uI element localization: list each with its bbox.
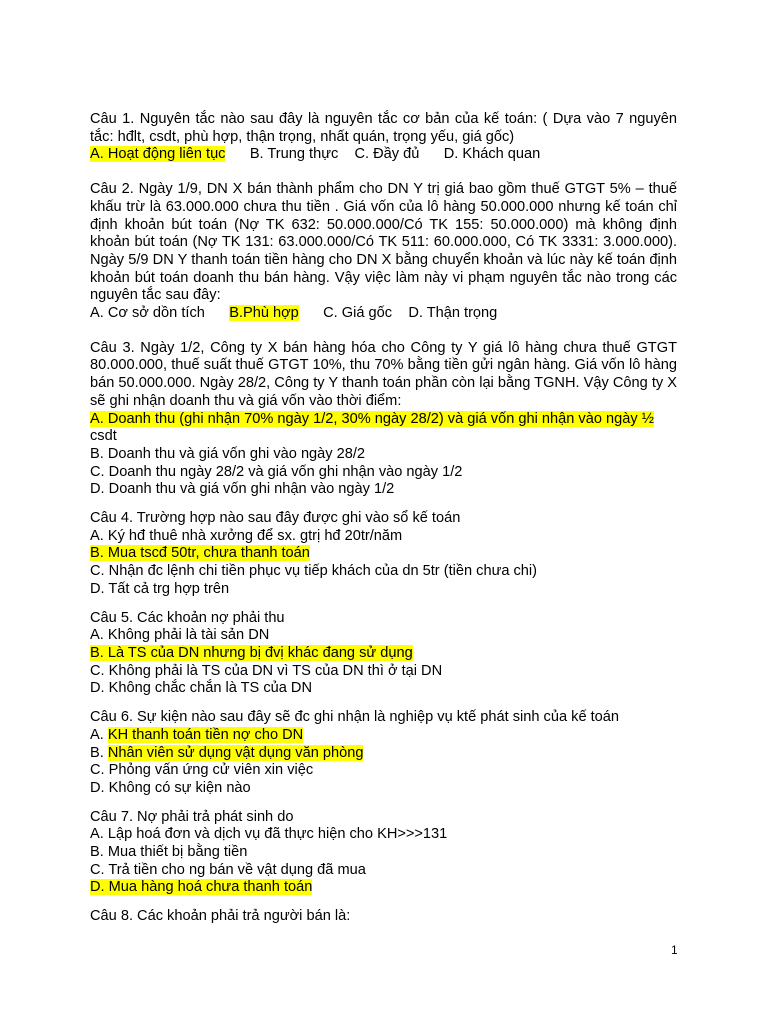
question-4-option-c: C. Nhận đc lệnh chi tiền phục vụ tiếp khách của dn 5tr (tiền chưa chi) bbox=[90, 563, 538, 580]
question-6-option-a-line bbox=[90, 727, 677, 745]
question-6-text: Câu 6. Sự kiện nào sau đây sẽ đc ghi nhận là nghiệp vụ ktế phát sinh của kế toán bbox=[90, 709, 620, 726]
question-6-option-d: D. Không có sự kiện nào bbox=[90, 779, 251, 796]
question-6-option-b-line bbox=[90, 745, 677, 763]
question-5-option-c: C. Không phải là TS của DN vì TS của DN thì ở tại DN bbox=[90, 662, 443, 679]
question-3-option-a: A. Doanh thu (ghi nhận 70% ngày 1/2, 30% ngày 28/2) và giá vốn ghi nhận vào ngày ½ bbox=[90, 410, 654, 427]
question-4-option-b: B. Mua tscđ 50tr, chưa thanh toán bbox=[90, 545, 310, 562]
question-6-option-a: KH thanh toán tiền nợ cho DN bbox=[107, 726, 304, 743]
question-4-option-d: D. Tất cả trg hợp trên bbox=[90, 580, 230, 597]
question-1-option-d: D. Khách quan bbox=[443, 146, 541, 163]
question-4-option-a: A. Ký hđ thuê nhà xưởng để sx. gtrị hđ 20tr/năm bbox=[90, 527, 403, 544]
question-6-option-a-prefix: A. bbox=[90, 726, 108, 743]
question-3-option-d: D. Doanh thu và giá vốn ghi nhận vào ngày 1/2 bbox=[90, 481, 395, 498]
question-8 bbox=[90, 908, 677, 926]
question-2-option-b: B.Phù hợp bbox=[229, 305, 299, 322]
question-3 bbox=[90, 340, 677, 499]
question-7-option-b: B. Mua thiết bị bằng tiền bbox=[90, 844, 248, 861]
question-6-option-b: Nhân viên sử dụng vật dụng văn phòng bbox=[107, 744, 364, 761]
question-6-option-b-prefix: B. bbox=[90, 744, 108, 761]
question-1 bbox=[90, 111, 677, 164]
question-4-text: Câu 4. Trường hợp nào sau đây được ghi vào sổ kế toán bbox=[90, 510, 461, 527]
question-7-text: Câu 7. Nợ phải trả phát sinh do bbox=[90, 808, 294, 825]
question-7-option-c: C. Trả tiền cho ng bán về vật dụng đã mua bbox=[90, 861, 366, 878]
question-7-option-a: A. Lập hoá đơn và dịch vụ đã thực hiện cho KH>>>131 bbox=[90, 826, 448, 843]
question-3-option-a-continued: csdt bbox=[90, 428, 117, 445]
question-3-option-c: C. Doanh thu ngày 28/2 và giá vốn ghi nhận vào ngày 1/2 bbox=[90, 463, 463, 480]
page-number: 1 bbox=[671, 943, 678, 957]
question-6 bbox=[90, 709, 677, 798]
question-7 bbox=[90, 809, 677, 898]
question-8-text: Câu 8. Các khoản phải trả người bán là: bbox=[90, 908, 351, 925]
question-3-option-b: B. Doanh thu và giá vốn ghi vào ngày 28/2 bbox=[90, 445, 366, 462]
question-3-text: Câu 3. Ngày 1/2, Công ty X bán hàng hóa cho Công ty Y giá lô hàng chưa thuế GTGT 80.000.000, thuế suất thuế GTGT 10%, thu 70% bằng tiền gửi ngân hàng. Giá vốn lô hàng bán 50.000.000. Ngày 28/2, Công ty Y thanh toán phần còn lại bằng TGNH. Vậy Công ty X sẽ ghi nhận doanh thu và giá vốn vào thời điểm: bbox=[90, 339, 677, 409]
question-6-option-c: C. Phỏng vấn ứng cử viên xin việc bbox=[90, 762, 314, 779]
question-2-option-a: A. Cơ sở dồn tích bbox=[90, 305, 205, 322]
question-5-text: Câu 5. Các khoản nợ phải thu bbox=[90, 609, 285, 626]
question-1-option-b: B. Trung thực bbox=[249, 146, 339, 163]
question-2-options bbox=[90, 305, 677, 323]
question-1-text: Câu 1. Nguyên tắc nào sau đây là nguyên tắc cơ bản của kế toán: ( Dựa vào 7 nguyên tắc: hđlt, csdt, phù hợp, thận trọng, nhất quán, trọng yếu, giá gốc) bbox=[90, 111, 677, 145]
document-body bbox=[90, 111, 677, 926]
question-2-option-d: D. Thận trọng bbox=[408, 305, 498, 322]
question-1-options bbox=[90, 146, 677, 164]
question-2-text: Câu 2. Ngày 1/9, DN X bán thành phẩm cho DN Y trị giá bao gồm thuế GTGT 5% – thuế khấu trừ là 63.000.000 chưa thu tiền . Giá vốn của lô hàng 50.000.000 nhưng kế toán chỉ định khoản bút toán (Nợ TK 632: 50.000.000/Có TK 155: 50.000.000) mà không định khoản bút toán (Nợ TK 131: 63.000.000/Có TK 511: 60.000.000, Có TK 3331: 3.000.000). Ngày 5/9 DN Y thanh toán tiền hàng cho DN X bằng chuyển khoản và lúc này kế toán định khoản bút toán doanh thu bán hàng. Vậy việc làm này vi phạm nguyên tắc nào trong các nguyên tắc sau đây: bbox=[90, 181, 677, 304]
question-4 bbox=[90, 510, 677, 599]
question-2-option-c: C. Giá gốc bbox=[323, 305, 393, 322]
question-2 bbox=[90, 181, 677, 323]
question-7-option-d: D. Mua hàng hoá chưa thanh toán bbox=[90, 879, 313, 896]
question-1-option-c: C. Đầy đủ bbox=[354, 146, 420, 163]
question-1-option-a: A. Hoạt động liên tục bbox=[90, 146, 226, 163]
question-5-option-d: D. Không chắc chắn là TS của DN bbox=[90, 680, 312, 697]
question-5 bbox=[90, 610, 677, 699]
question-5-option-b: B. Là TS của DN nhưng bị đvị khác đang sử dụng bbox=[90, 644, 413, 661]
question-5-option-a: A. Không phải là tài sản DN bbox=[90, 627, 270, 644]
